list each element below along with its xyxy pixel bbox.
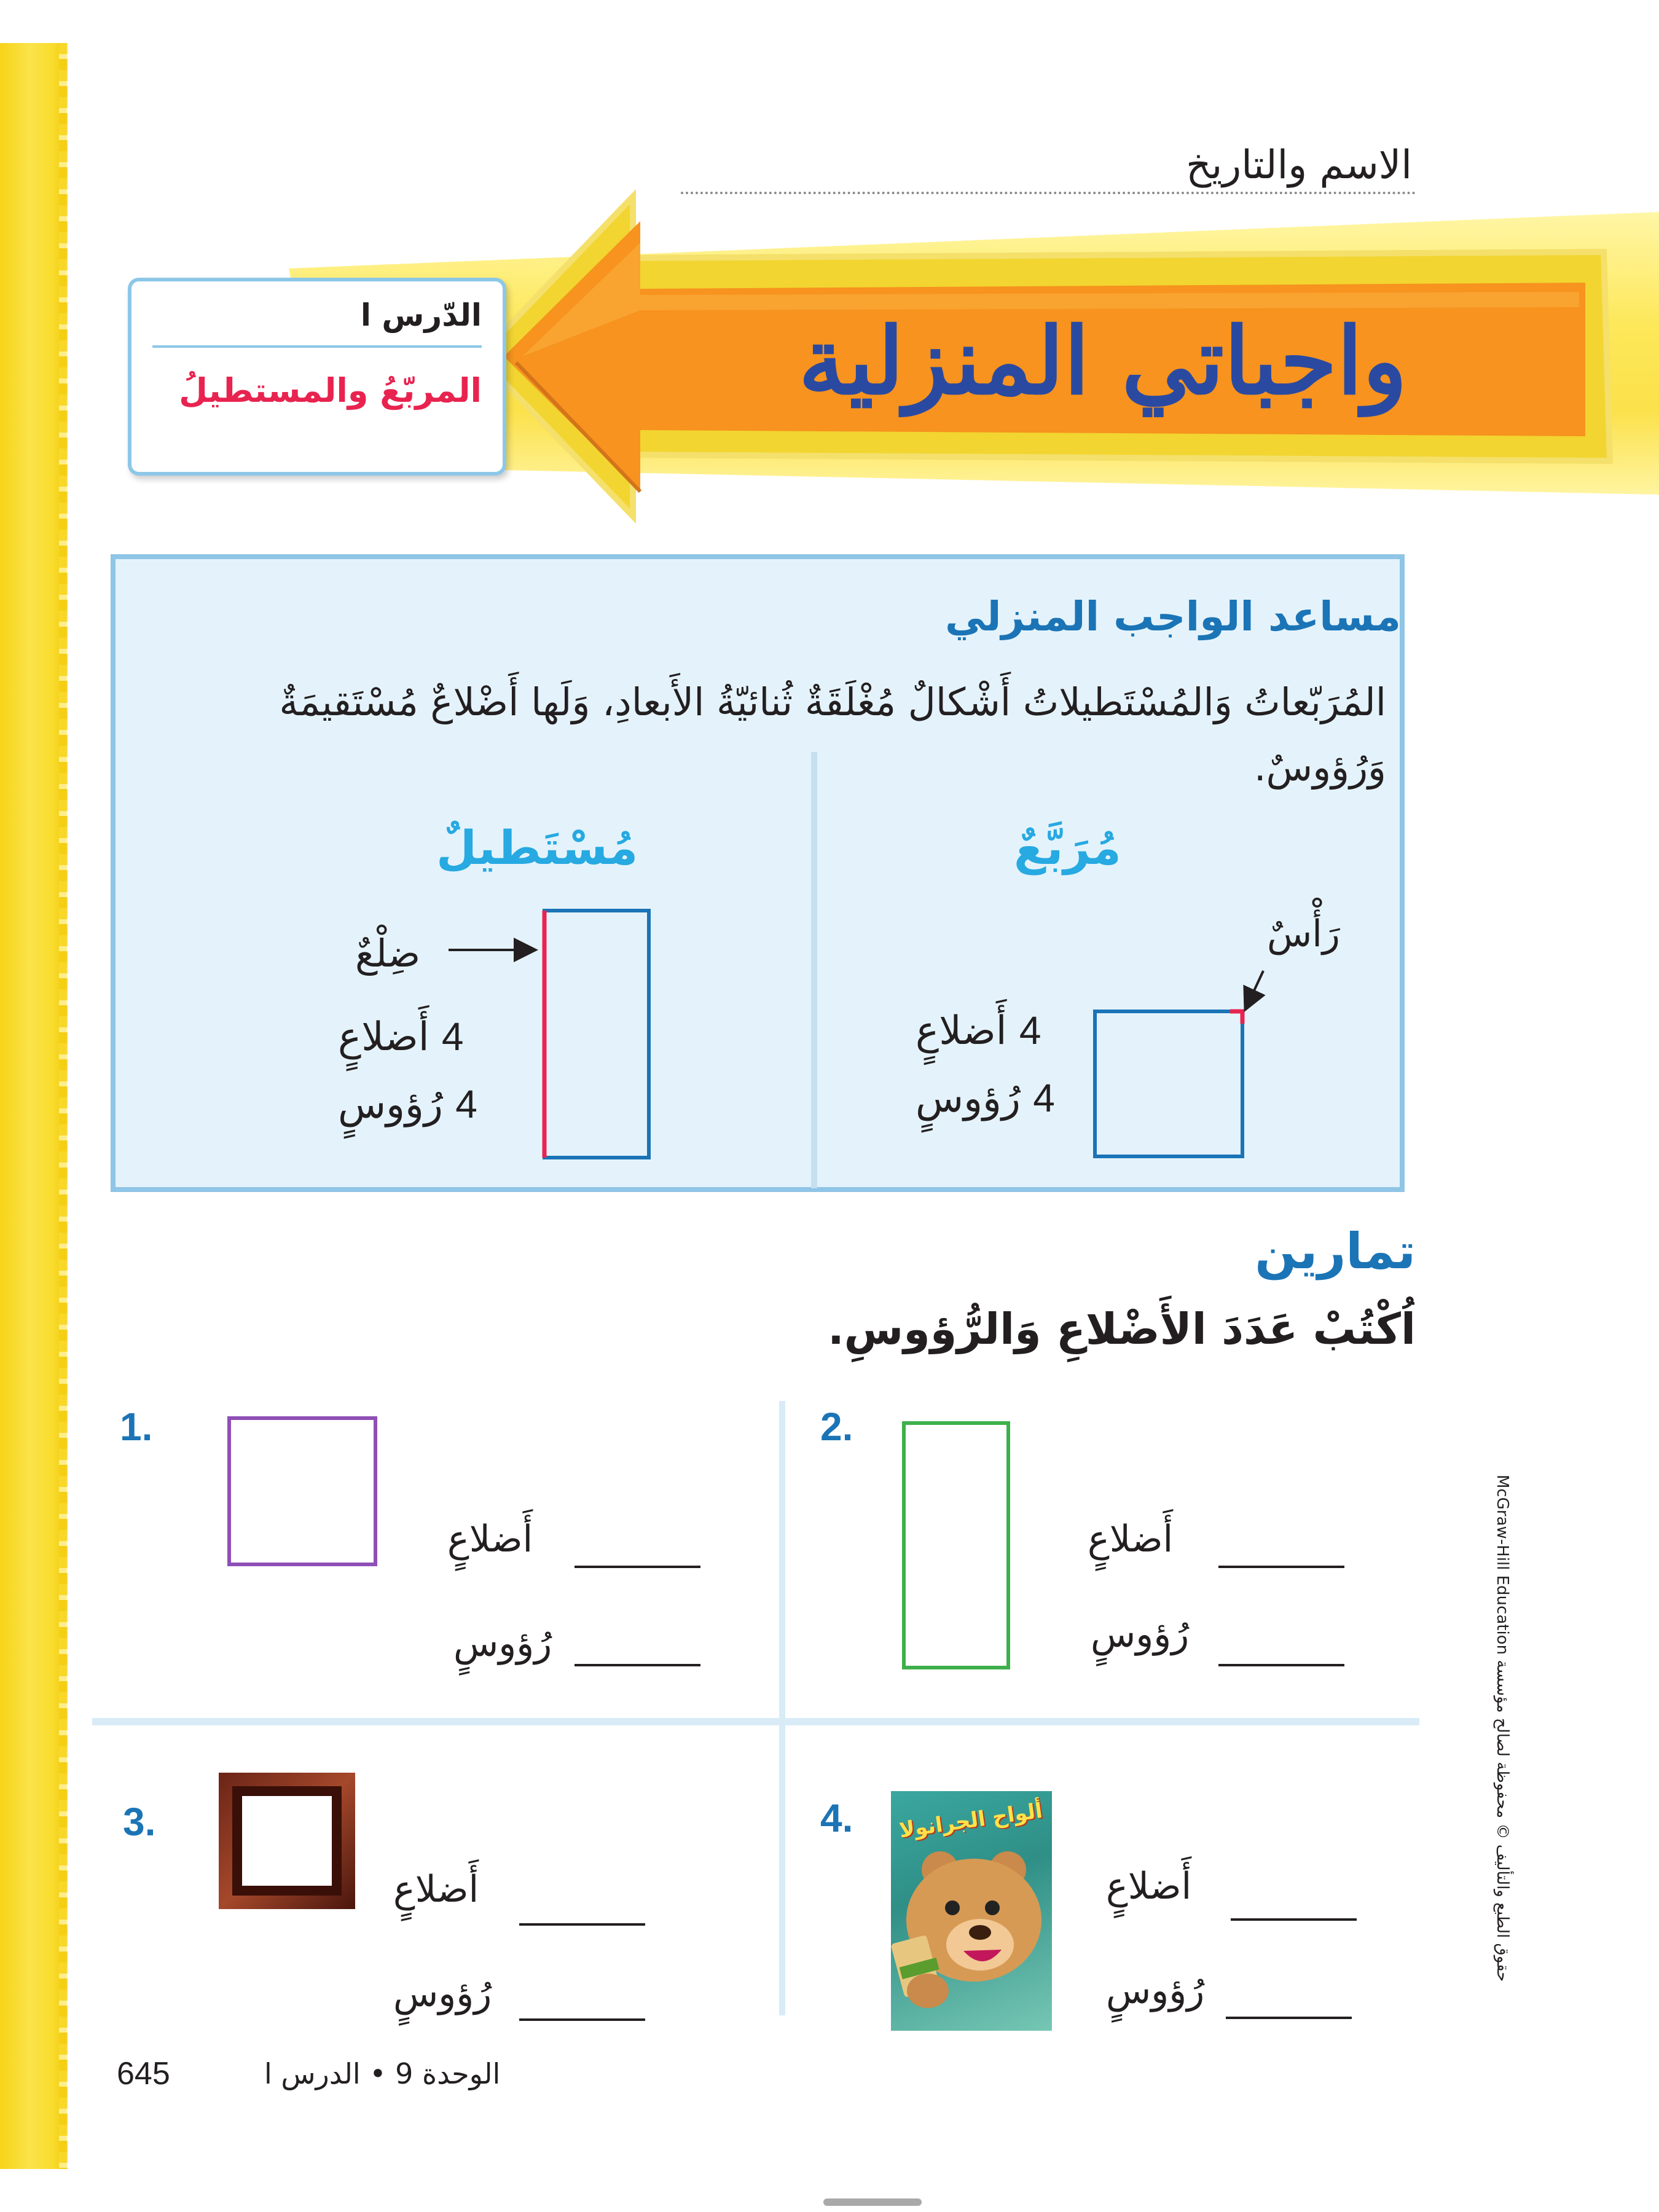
exercise-3-number: 3. [123, 1800, 156, 1844]
square-vertices-number: 4 [1033, 1076, 1055, 1120]
vertex-label: رَأْسٌ [1267, 912, 1340, 955]
exercise-4-sides-answer[interactable] [1231, 1918, 1357, 1921]
copyright-notice-container [1493, 1475, 1524, 1982]
side-label: ضِلْعٌ [355, 931, 421, 976]
square-sides-number: 4 [1019, 1008, 1041, 1053]
exercise-3-sides-answer[interactable] [519, 1923, 645, 1926]
unit-lesson-label: الوحدة 9 • الدرس ا [264, 2057, 501, 2090]
rectangle-sides-word: أَضلاعٍ [338, 1014, 429, 1060]
exercise-1-vertices-label: رُؤوسٍ [453, 1622, 552, 1665]
exercise-4-vertices-label: رُؤوسٍ [1106, 1969, 1205, 2012]
home-indicator-bar[interactable] [823, 2198, 922, 2206]
rectangle-sides-count [338, 1014, 463, 1060]
exercise-4-sides-label: أَضلاعٍ [1106, 1865, 1192, 1908]
exercise-1-square [227, 1416, 377, 1566]
exercise-grid-vertical-divider [779, 1401, 785, 2015]
rectangle-vertices-count [338, 1081, 477, 1128]
granola-book-image [891, 1791, 1052, 2031]
exercise-3-sides-label: أَضلاعٍ [393, 1868, 479, 1911]
lesson-number-label: الدّرس ا [360, 297, 482, 333]
bear-illustration [891, 1846, 1052, 2031]
exercise-grid-horizontal-divider [92, 1718, 1419, 1725]
helper-column-divider [811, 752, 817, 1188]
left-strip-edge [59, 43, 68, 2169]
left-decorative-strip [0, 43, 66, 2169]
lesson-card [128, 278, 506, 476]
exercise-1-number: 1. [120, 1405, 153, 1449]
picture-frame-image [219, 1773, 355, 1909]
exercises-title: تمارين [1255, 1223, 1416, 1280]
helper-text: المُرَبّعاتُ وَالمُسْتَطيلاتُ أَشْكالٌ مُغْلَقَةٌ ثُنائيّةُ الأَبعادِ، وَلَها أَضْلاعٌ مُسْتَقيمَةٌ وَرُؤوسٌ. [279, 680, 1386, 790]
square-vertices-word: رُؤوسٍ [916, 1076, 1021, 1121]
exercise-2-rectangle [902, 1421, 1010, 1669]
exercises-instruction: اُكْتُبْ عَدَدَ الأَضْلاعِ وَالرُّؤوسِ. [828, 1304, 1416, 1354]
square-sides-word: أَضلاعٍ [916, 1008, 1007, 1054]
exercise-2-vertices-label: رُؤوسٍ [1091, 1613, 1190, 1656]
exercise-2-sides-answer[interactable] [1218, 1566, 1344, 1568]
rectangle-vertices-number: 4 [455, 1082, 477, 1126]
lesson-name: المربّعُ والمستطيلُ [179, 371, 482, 410]
exercise-1-vertices-answer[interactable] [575, 1664, 700, 1666]
exercise-3-vertices-label: رُؤوسٍ [393, 1972, 492, 2015]
square-diagram [1081, 959, 1278, 1161]
exercise-2-vertices-answer[interactable] [1218, 1664, 1344, 1666]
rectangle-heading: مُسْتَطيلٌ [436, 820, 638, 875]
page-number: 645 [117, 2056, 170, 2092]
lesson-card-divider [152, 345, 482, 348]
square-vertices-count [916, 1075, 1055, 1121]
exercise-3-vertices-answer[interactable] [519, 2018, 645, 2021]
page-title: واجباتي المنزلية [798, 307, 1407, 415]
helper-title: مساعد الواجب المنزلي [944, 593, 1401, 640]
rectangle-sides-number: 4 [441, 1014, 464, 1059]
name-date-label: الاسم والتاريخ [1186, 143, 1412, 188]
exercise-1-sides-label: أَضلاعٍ [447, 1518, 533, 1561]
exercise-4-number: 4. [820, 1796, 853, 1840]
exercise-2-sides-label: أَضلاعٍ [1088, 1518, 1174, 1561]
rectangle-vertices-word: رُؤوسٍ [338, 1082, 443, 1128]
square-sides-count [916, 1008, 1041, 1054]
exercise-2-number: 2. [820, 1405, 853, 1449]
square-heading: مُرَبَّعٌ [1014, 820, 1121, 875]
exercise-1-sides-answer[interactable] [575, 1566, 700, 1568]
copyright-notice: McGraw-Hill Education حقوق الطبع والتأليف © محفوظة لصالح مؤسسة [1493, 1475, 1512, 1982]
granola-book-title: ألواح الجرانولا [897, 1798, 1045, 1843]
exercise-4-vertices-answer[interactable] [1226, 2017, 1352, 2019]
